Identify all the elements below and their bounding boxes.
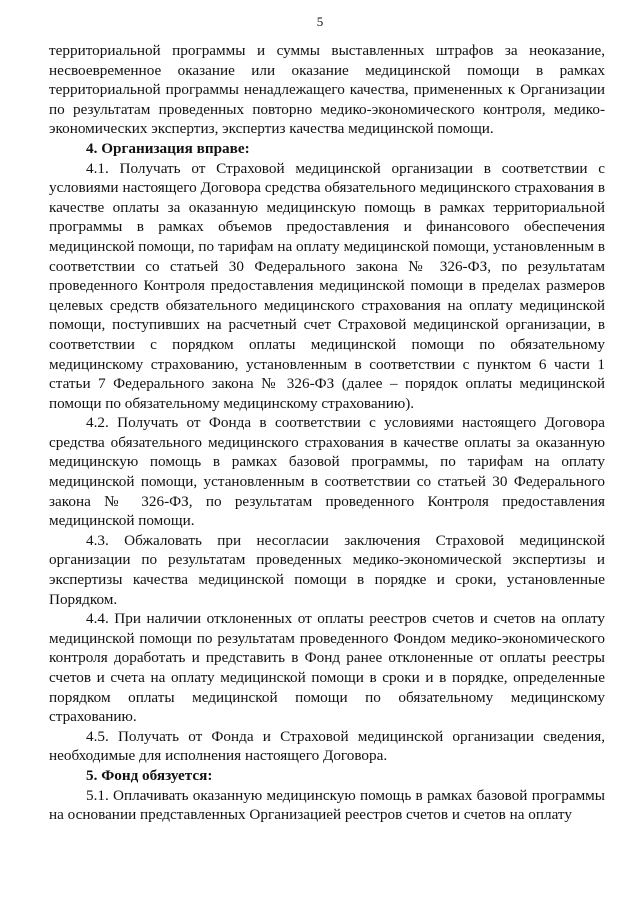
clause-4-2: 4.2. Получать от Фонда в соответствии с условиями настоящего Договора средства обязательного медицинского страхования в качестве оплаты за оказанную медицинскую помощь в рамках базовой программы, по тарифам на оплату медицинской помощи, установленным в соответствии со статьей 30 Федерального закона № 326-ФЗ, по результатам проведенного Контроля предоставления медицинской помощи. <box>49 414 605 530</box>
document-body <box>49 41 605 825</box>
clause-4-5: 4.5. Получать от Фонда и Страховой медицинской организации сведения, необходимые для исполнения настоящего Договора. <box>49 727 605 765</box>
clause-4-3: 4.3. Обжаловать при несогласии заключения Страховой медицинской организации по результатам проведенных медико-экономической экспертизы и экспертизы качества медицинской помощи в порядке и сроки, установленные Порядком. <box>49 531 605 608</box>
paragraph-continuation: территориальной программы и суммы выставленных штрафов за неоказание, несвоевременное оказание или оказание медицинской помощи в рамках территориальной программы ненадлежащего качества, примененных к Организации по результатам проведенных повторно медико-экономического контроля, медико-экономических экспертиз, экспертиз качества медицинской помощи. <box>49 42 605 138</box>
section-heading-4: 4. Организация вправе: <box>86 139 250 157</box>
clause-4-1: 4.1. Получать от Страховой медицинской организации в соответствии с условиями настоящего Договора средства обязательного медицинского страхования в качестве оплаты за оказанную медицинскую помощь в рамках территориальной программы в рамках объемов предоставления и финансового обеспечения медицинской помощи, по тарифам на оплату медицинской помощи, установленным в соответствии со статьей 30 Федерального закона № 326-ФЗ, по результатам проведенного Контроля предоставления медицинской помощи в пределах размеров целевых средств обязательного медицинского страхования на оплату медицинской помощи, поступивших на расчетный счет Страховой медицинской организации, в соответствии с порядком оплаты медицинской помощи по обязательному медицинскому страхованию, установленным в соответствии с пунктом 6 части 1 статьи 7 Федерального закона № 326-ФЗ (далее – порядок оплаты медицинской помощи по обязательному медицинскому страхованию). <box>49 159 605 412</box>
clause-4-4: 4.4. При наличии отклоненных от оплаты реестров счетов и счетов на оплату медицинской помощи по результатам проведенного Фондом медико-экономического контроля доработать и представить в Фонд ранее отклоненные от оплаты реестры счетов и счета на оплату медицинской помощи в сроки и в порядке, определенные порядком оплаты медицинской помощи по обязательному медицинскому страхованию. <box>49 610 605 726</box>
page-number: 5 <box>316 14 324 29</box>
section-heading-5: 5. Фонд обязуется: <box>86 766 213 784</box>
clause-5-1: 5.1. Оплачивать оказанную медицинскую помощь в рамках базовой программы на основании представленных Организацией реестров счетов и счетов на оплату <box>49 786 605 824</box>
